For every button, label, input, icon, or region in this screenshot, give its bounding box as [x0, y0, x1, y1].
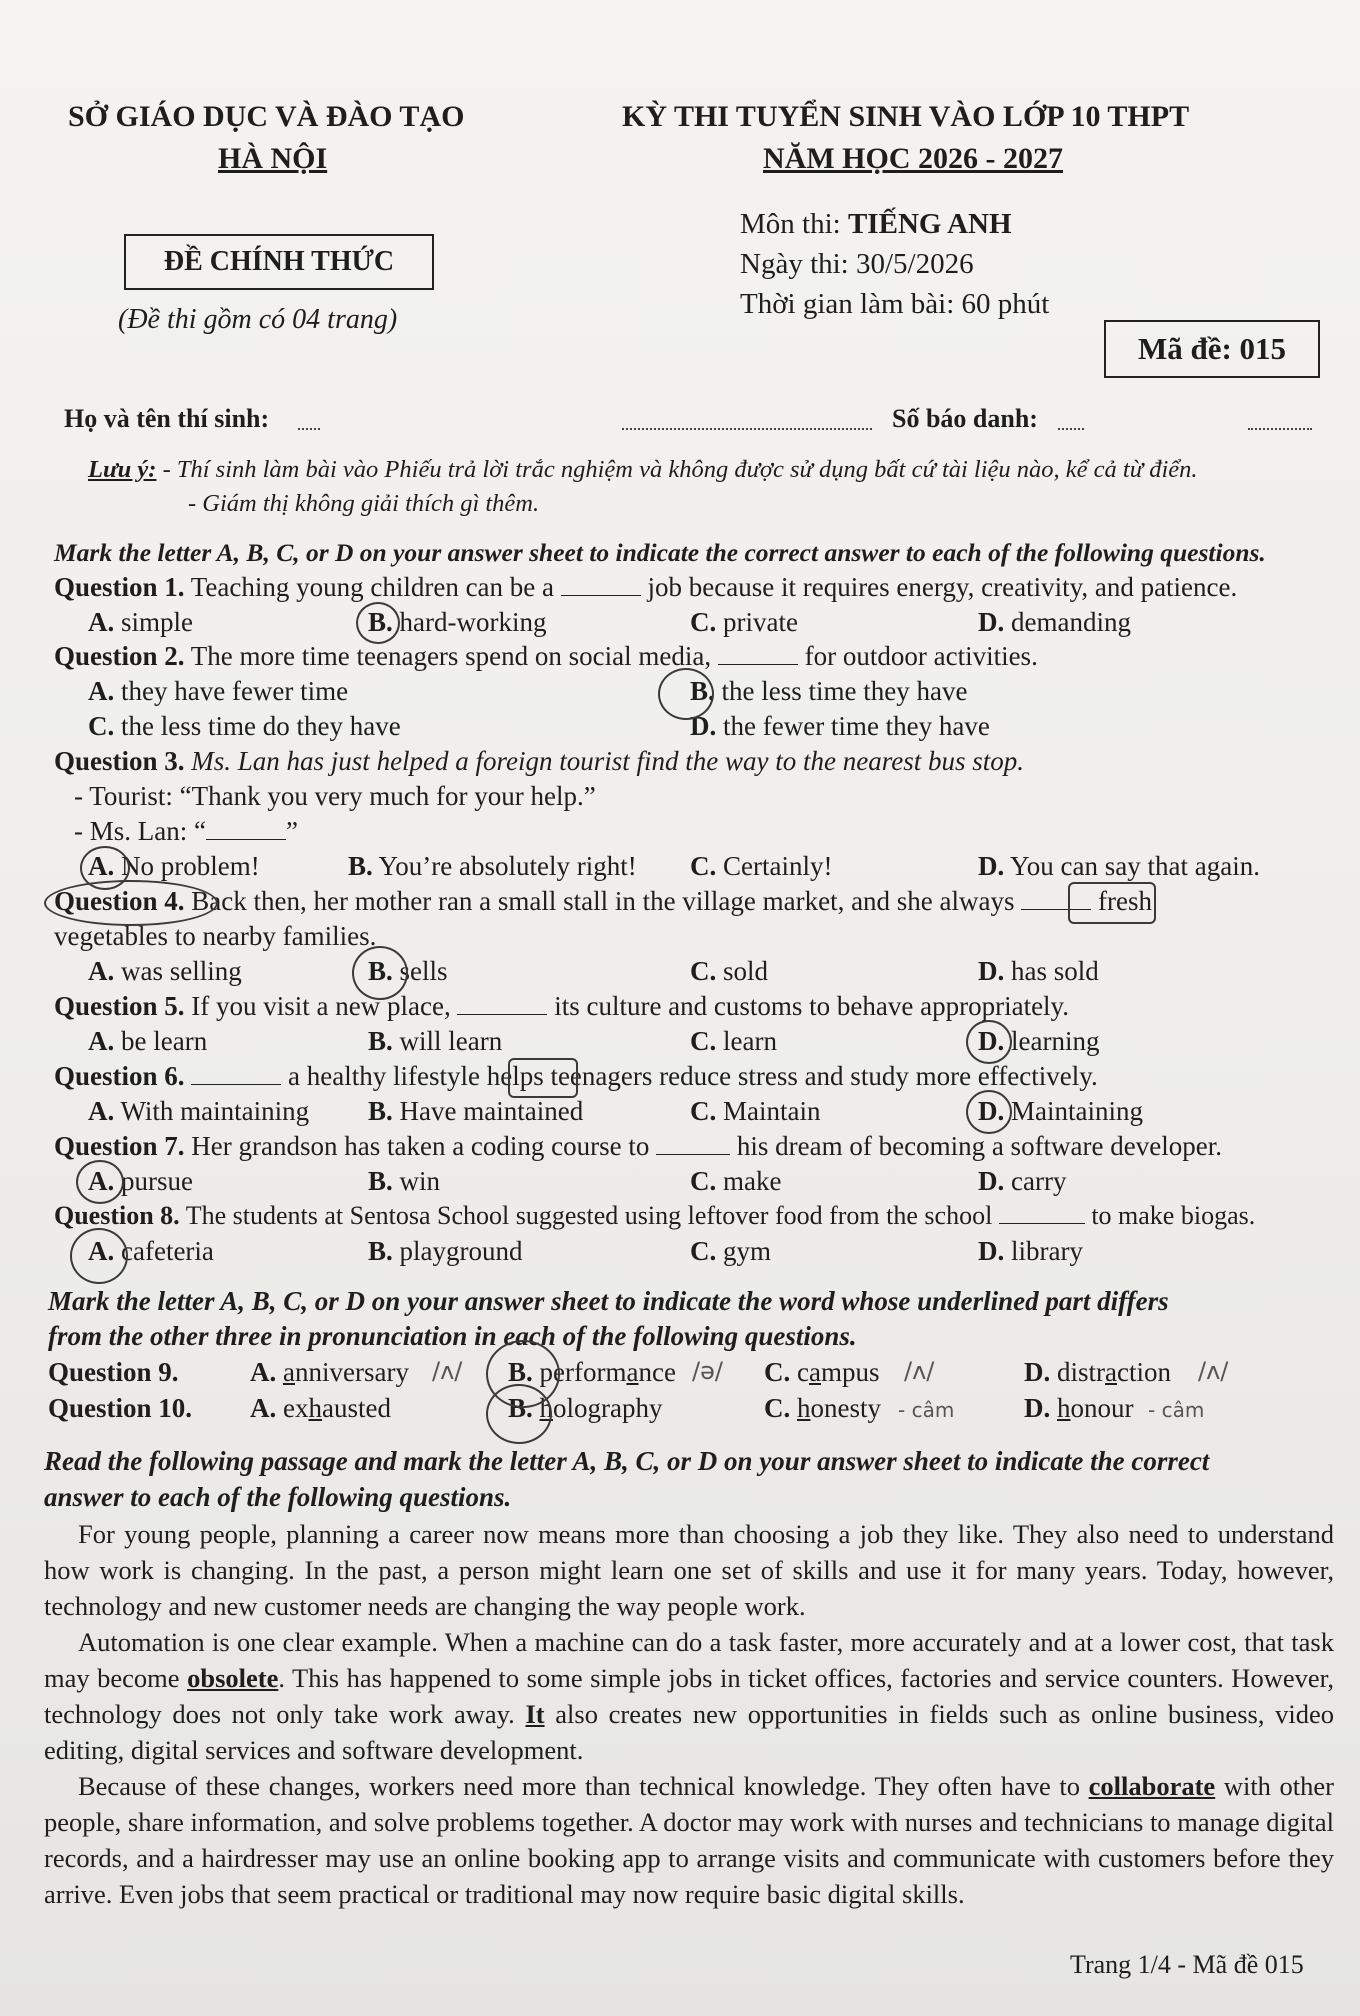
option-letter: B.	[368, 1096, 393, 1126]
q8-option-b	[368, 1236, 523, 1267]
option-text: sells	[399, 956, 448, 986]
notes-text-1: - Thí sinh làm bài vào Phiếu trả lời trắc nghiệm và không được sử dụng bất cứ tài liệu nào, kể cả từ điển.	[162, 456, 1198, 483]
option-letter: A.	[88, 1026, 115, 1056]
option-letter: D.	[978, 1026, 1005, 1056]
option-letter: C.	[690, 1236, 717, 1266]
exam-duration: Thời gian làm bài: 60 phút	[740, 288, 1050, 320]
option-text: carry	[1011, 1166, 1067, 1196]
option-text: private	[723, 607, 798, 637]
exam-title: KỲ THI TUYỂN SINH VÀO LỚP 10 THPT	[622, 100, 1190, 133]
pen-circle-q1-b	[356, 602, 400, 644]
q2-option-d	[690, 711, 990, 742]
q6-option-a	[88, 1096, 309, 1127]
q10-option-d	[1024, 1393, 1134, 1424]
pen-box-always	[1068, 882, 1156, 924]
q3-option-b	[348, 851, 637, 882]
answer-blank	[206, 819, 286, 840]
official-exam-label: ĐỀ CHÍNH THỨC	[163, 246, 395, 277]
question-1-text-b: job because it requires energy, creativity, and patience.	[640, 572, 1238, 602]
option-text: olography	[553, 1393, 663, 1423]
option-letter: B.	[368, 1026, 393, 1056]
answer-blank	[656, 1134, 730, 1155]
option-letter: B.	[690, 676, 715, 706]
question-4-continued: vegetables to nearby families.	[54, 921, 377, 951]
option-letter: D.	[978, 1236, 1005, 1266]
option-text: pursue	[121, 1166, 193, 1196]
option-letter: D.	[1024, 1393, 1051, 1423]
question-8: Question 8. The students at Sentosa School suggested using leftover food from the school to make biogas.	[54, 1201, 1256, 1230]
subject-label: Môn thi:	[740, 208, 841, 240]
keyword-obsolete: obsolete	[187, 1663, 279, 1693]
option-text: onesty	[810, 1393, 881, 1423]
option-text: You can say that again.	[1010, 851, 1260, 881]
answer-blank	[191, 1064, 281, 1085]
option-text: sold	[723, 956, 769, 986]
question-1	[54, 572, 1237, 603]
option-letter: C.	[764, 1357, 791, 1387]
question-4: Question 4. Back then, her mother ran a small stall in the village market, and she always fresh	[54, 886, 1153, 916]
option-text: austed	[321, 1393, 391, 1423]
page-footer: Trang 1/4 - Mã đề 015	[1070, 1950, 1304, 1979]
section-3-instruction-1: Read the following passage and mark the letter A, B, C, or D on your answer sheet to indicate the correct	[44, 1446, 1210, 1476]
option-text: ex	[283, 1393, 309, 1423]
q2-option-b	[690, 676, 967, 707]
q2-option-a	[88, 676, 348, 707]
passage-paragraph-3: Because of these changes, workers need more than technical knowledge. They often have to collaborate with other people, share information, and solve problems together. A doctor may work with nurses and technicians to manage digital records, and a hairdresser may use an online booking app to arrange visits and communicate with customers before they arrive. Even jobs that seem practical or traditional may now require basic digital skills.	[44, 1771, 1335, 1909]
option-letter: A.	[88, 851, 115, 881]
question-3-dialogue-1: - Tourist: “Thank you very much for your help.”	[74, 781, 596, 811]
candidate-name-line-2	[622, 410, 872, 430]
option-text: onour	[1070, 1393, 1134, 1423]
pen-circle-q5-d	[966, 1020, 1012, 1064]
notes-line-1	[88, 456, 1198, 484]
candidate-name-label: Họ và tên thí sinh:	[64, 404, 270, 433]
pen-circle-q8-a	[70, 1228, 128, 1284]
option-text: was selling	[121, 956, 242, 986]
option-text: h	[539, 1393, 554, 1423]
official-exam-box	[124, 234, 434, 290]
option-letter: B.	[508, 1393, 533, 1423]
q6-option-c	[690, 1096, 820, 1127]
option-letter: D.	[1024, 1357, 1051, 1387]
option-text: distr	[1057, 1357, 1106, 1387]
option-letter: C.	[764, 1393, 791, 1423]
candidate-number-line	[1058, 410, 1084, 430]
option-letter: A.	[88, 1236, 115, 1266]
option-text: win	[399, 1166, 441, 1196]
section-3-instruction-2: answer to each of the following questions.	[44, 1482, 512, 1512]
answer-blank	[999, 1203, 1085, 1224]
question-6: Question 6. a healthy lifestyle helps teenagers reduce stress and study more effectively.	[54, 1061, 1098, 1091]
q3-option-d	[978, 851, 1260, 882]
q10-option-c	[764, 1393, 881, 1424]
q1-option-d	[978, 607, 1131, 638]
question-3-dialogue-2: - Ms. Lan: “ ”	[74, 816, 298, 846]
exam-code: Mã đề: 015	[1137, 331, 1287, 366]
option-text: learn	[723, 1026, 777, 1056]
pen-circle-q4-b	[352, 946, 408, 1000]
page-count-note: (Đề thi gồm có 04 trang)	[118, 304, 398, 335]
notes-label: Lưu ý:	[88, 456, 157, 483]
handwritten-note-q9a: /ʌ/	[432, 1357, 463, 1385]
handwritten-note-q10d: - câm	[1148, 1398, 1205, 1422]
option-text: the less time they have	[721, 676, 968, 706]
q7-option-c	[690, 1166, 781, 1197]
question-3: Question 3. Ms. Lan has just helped a foreign tourist find the way to the nearest bus stop.	[54, 746, 1025, 776]
option-text: Maintain	[723, 1096, 821, 1126]
q1-option-c	[690, 607, 798, 638]
q8-option-c	[690, 1236, 771, 1267]
handwritten-note-q9d: /ʌ/	[1198, 1357, 1229, 1385]
option-text: Maintaining	[1011, 1096, 1143, 1126]
option-letter: C.	[88, 711, 115, 741]
option-text: will learn	[399, 1026, 503, 1056]
option-letter: A.	[88, 1096, 115, 1126]
q2-option-c	[88, 711, 401, 742]
q9-option-a	[250, 1357, 409, 1388]
q7-option-b	[368, 1166, 440, 1197]
option-text: With maintaining	[120, 1096, 310, 1126]
section-2-instruction-2: from the other three in pronunciation in each of the following questions.	[48, 1321, 857, 1351]
keyword-collaborate: collaborate	[1088, 1771, 1216, 1801]
option-text: has sold	[1011, 956, 1099, 986]
option-text: simple	[121, 607, 193, 637]
option-text: library	[1011, 1236, 1083, 1266]
section-2-instruction-1: Mark the letter A, B, C, or D on your answer sheet to indicate the word whose underlined part differs	[48, 1286, 1169, 1316]
notes-line-2: - Giám thị không giải thích gì thêm.	[188, 490, 540, 517]
pen-circle-q6-d	[966, 1090, 1012, 1134]
passage-paragraph-1: For young people, planning a career now means more than choosing a job they like. They also need to understand how work is changing. In the past, a person might learn one set of skills and use it for many years. Today, however, technology and new customer needs are changing the way people work.	[44, 1519, 1334, 1621]
option-text: a	[1105, 1357, 1117, 1387]
option-text: Certainly!	[723, 851, 833, 881]
q9-option-d	[1024, 1357, 1171, 1388]
q3-option-c	[690, 851, 832, 882]
option-letter: A.	[88, 676, 115, 706]
option-text: h	[308, 1393, 322, 1423]
pen-box-helps	[508, 1058, 578, 1098]
option-letter: D.	[978, 956, 1005, 986]
option-letter: B.	[348, 851, 373, 881]
question-7: Question 7. Her grandson has taken a coding course to his dream of becoming a software developer.	[54, 1131, 1222, 1161]
q9-option-c	[764, 1357, 879, 1388]
q4-option-a	[88, 956, 242, 987]
question-9-label: Question 9.	[48, 1357, 179, 1387]
q1-option-a	[88, 607, 193, 638]
option-letter: D.	[978, 1166, 1005, 1196]
option-letter: D.	[978, 607, 1005, 637]
option-letter: B.	[368, 1236, 393, 1266]
passage-paragraph-2: Automation is one clear example. When a machine can do a task faster, more accurately and at a lower cost, that task may become obsolete. This has happened to some simple jobs in ticket offices, factories and service counters. However, technology does not only take work away. It also creates new opportunities in fields such as online business, video editing, digital services and software development.	[44, 1627, 1334, 1765]
option-text: the less time do they have	[121, 711, 401, 741]
candidate-name-line	[298, 410, 320, 430]
option-letter: A.	[250, 1393, 277, 1423]
answer-blank	[457, 994, 547, 1015]
option-text: the fewer time they have	[723, 711, 990, 741]
option-text: they have fewer time	[121, 676, 349, 706]
option-letter: A.	[88, 1166, 115, 1196]
option-letter: D.	[978, 1096, 1005, 1126]
handwritten-note-q9b: /ə/	[692, 1357, 723, 1385]
question-5: Question 5. If you visit a new place, its culture and customs to behave appropriately.	[54, 991, 1070, 1021]
question-1-text-a: Teaching young children can be a	[184, 572, 561, 602]
option-text: mpus	[820, 1357, 880, 1387]
option-letter: B.	[368, 607, 393, 637]
option-text: Have maintained	[399, 1096, 584, 1126]
q4-option-c	[690, 956, 768, 987]
option-text: No problem!	[121, 851, 260, 881]
subject-value: TIẾNG ANH	[847, 208, 1012, 240]
option-letter: A.	[88, 607, 115, 637]
q5-option-b	[368, 1026, 502, 1057]
keyword-it: It	[525, 1699, 545, 1729]
department-title: SỞ GIÁO DỤC VÀ ĐÀO TẠO	[68, 100, 465, 133]
section-1-instruction: Mark the letter A, B, C, or D on your answer sheet to indicate the correct answer to each of the following questions.	[54, 538, 1266, 567]
option-text: a	[626, 1357, 639, 1387]
option-text: gym	[723, 1236, 772, 1266]
reading-passage	[44, 1516, 1334, 1912]
pen-circle-q7-a	[76, 1160, 124, 1204]
option-text: be learn	[121, 1026, 208, 1056]
handwritten-note-q10c: - câm	[898, 1398, 955, 1422]
option-letter: B.	[368, 956, 393, 986]
answer-blank	[718, 644, 798, 665]
option-letter: C.	[690, 851, 717, 881]
department-city: HÀ NỘI	[218, 142, 328, 175]
option-letter: C.	[690, 607, 717, 637]
candidate-number-line-2	[1248, 410, 1312, 430]
option-text: perform	[539, 1357, 627, 1387]
option-text: h	[797, 1393, 811, 1423]
option-letter: C.	[690, 1096, 717, 1126]
q10-option-a	[250, 1393, 391, 1424]
option-letter: C.	[690, 1026, 717, 1056]
question-10-label: Question 10.	[48, 1393, 193, 1423]
q8-option-d	[978, 1236, 1083, 1267]
option-letter: D.	[690, 711, 717, 741]
answer-blank	[561, 575, 641, 596]
q4-option-d	[978, 956, 1099, 987]
option-letter: C.	[690, 956, 717, 986]
option-letter: B.	[508, 1357, 533, 1387]
candidate-number-label: Số báo danh:	[892, 404, 1038, 433]
option-text: hard-working	[399, 607, 547, 637]
exam-code-box	[1104, 320, 1320, 378]
option-text: nniversary	[294, 1357, 409, 1387]
pen-circle-q4-label	[44, 880, 218, 926]
pen-circle-q2-b	[658, 668, 714, 720]
exam-date: Ngày thi: 30/5/2026	[740, 248, 974, 280]
option-text: make	[723, 1166, 782, 1196]
option-text: ction	[1117, 1357, 1171, 1387]
option-text: a	[283, 1357, 295, 1387]
option-text: cafeteria	[121, 1236, 214, 1266]
school-year: NĂM HỌC 2026 - 2027	[763, 142, 1063, 175]
option-letter: A.	[88, 956, 115, 986]
q7-option-d	[978, 1166, 1066, 1197]
option-text: playground	[399, 1236, 523, 1266]
question-1-label: Question 1.	[54, 572, 185, 602]
pen-circle-q10-b	[486, 1384, 552, 1444]
q5-option-a	[88, 1026, 207, 1057]
question-2: Question 2. The more time teenagers spend on social media, for outdoor activities.	[54, 641, 1038, 671]
option-letter: A.	[250, 1357, 277, 1387]
option-text: a	[808, 1357, 821, 1387]
option-text: h	[1057, 1393, 1071, 1423]
option-letter: D.	[978, 851, 1005, 881]
subject	[740, 208, 1012, 241]
option-text: demanding	[1011, 607, 1131, 637]
option-text: You’re absolutely right!	[378, 851, 637, 881]
option-text: learning	[1011, 1026, 1100, 1056]
q6-option-b	[368, 1096, 583, 1127]
option-letter: C.	[690, 1166, 717, 1196]
option-letter: B.	[368, 1166, 393, 1196]
handwritten-note-q9c: /ʌ/	[904, 1357, 935, 1385]
option-text: c	[797, 1357, 809, 1387]
q5-option-c	[690, 1026, 777, 1057]
option-text: nce	[638, 1357, 676, 1387]
